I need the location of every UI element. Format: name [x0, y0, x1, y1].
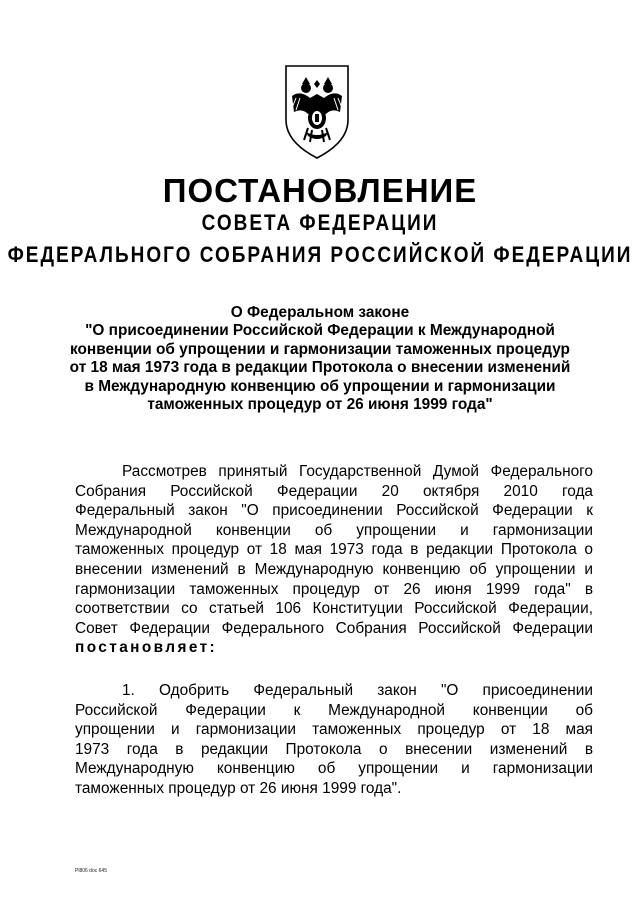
double-headed-eagle-icon [282, 62, 352, 160]
paragraph-line: соответствии со статьей 106 Конституции Российской Федерации, [75, 600, 593, 618]
paragraph-line: Международной конвенции об упрощении и гармонизации [75, 521, 593, 539]
law-title [60, 304, 580, 414]
paragraph-line: Рассмотрев принятый Государственной Думой Федерального [122, 463, 593, 480]
issuer-line-1: СОВЕТА ФЕДЕРАЦИИ [201, 211, 439, 236]
paragraph-line: таможенных процедур от 18 мая 1973 года в редакции Протокола о [75, 541, 593, 559]
issuer-line-2: ФЕДЕРАЛЬНОГО СОБРАНИЯ РОССИЙСКОЙ ФЕДЕРАЦИИ [7, 243, 633, 268]
law-title-line: "О присоединении Российской Федерации к Международной [85, 322, 555, 340]
paragraph-line: Собрания Российской Федерации 20 октября 2010 года [75, 482, 593, 500]
law-title-line: в Международную конвенцию об упрощении и гармонизации [84, 377, 556, 395]
law-title-line: от 18 мая 1973 года в редакции Протокола о внесении изменений [69, 359, 571, 377]
coat-of-arms-emblem [282, 62, 352, 160]
law-title-line: О Федеральном законе [230, 304, 410, 321]
document-title: ПОСТАНОВЛЕНИЕ [162, 172, 478, 209]
decree-word: постановляет: [75, 639, 218, 657]
paragraph-line: 1973 года в редакции Протокола о внесении изменений в [75, 740, 593, 758]
paragraph-line: Федеральный закон "О присоединении Российской Федерации к [75, 502, 593, 520]
paragraph-line: внесении изменений в Международную конвенцию об упрощении и [75, 560, 593, 578]
document-id: Pl806 doc 645 [75, 868, 107, 874]
preamble-paragraph [75, 462, 593, 658]
paragraph-line: гармонизации таможенных процедур от 26 июня 1999 года" в [75, 580, 593, 598]
paragraph-line: Российской Федерации к Международной конвенции об [75, 701, 593, 719]
paragraph-line: 1. Одобрить Федеральный закон "О присоединении [122, 682, 593, 699]
law-title-line: конвенции об упрощении и гармонизации таможенных процедур [70, 340, 570, 358]
paragraph-line: упрощении и гармонизации таможенных процедур от 18 мая [75, 721, 593, 739]
paragraph-line: Совет Федерации Федерального Собрания Российской Федерации [75, 619, 593, 637]
paragraph-line: Международную конвенцию об упрощении и гармонизации [75, 760, 593, 778]
paragraph-line: таможенных процедур от 26 июня 1999 года". [75, 779, 402, 797]
law-title-line: таможенных процедур от 26 июня 1999 года" [147, 396, 493, 414]
resolution-item-1 [75, 681, 593, 799]
